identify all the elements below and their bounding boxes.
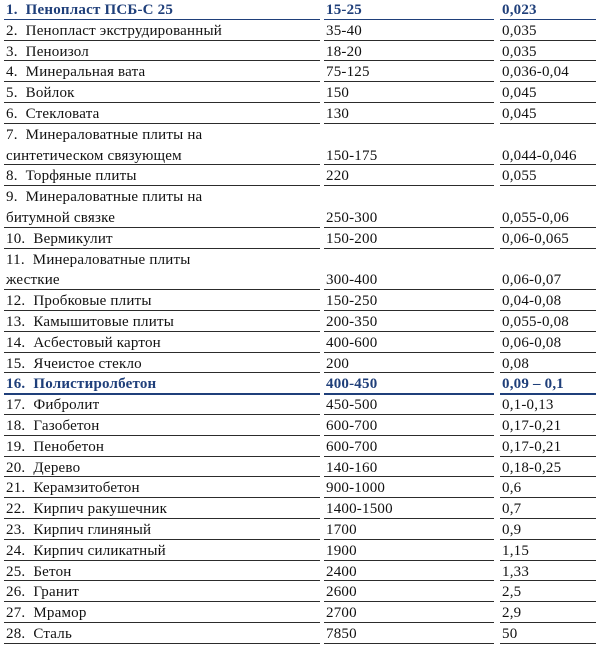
density-value: 1700 (326, 522, 357, 538)
density-value: 2600 (326, 584, 357, 601)
row-divider (4, 497, 320, 498)
row-divider (4, 601, 320, 602)
row-divider (324, 81, 494, 82)
density-value: 140-160 (326, 459, 378, 476)
row-number: 4. (6, 64, 18, 81)
row-divider (500, 331, 596, 332)
row-number: 17. (6, 397, 26, 414)
material-name (6, 438, 104, 456)
material-name-line1: Мрамор (33, 605, 87, 622)
row-divider (500, 497, 596, 498)
table-row (0, 166, 600, 187)
conductivity-value: 0,045 (502, 85, 537, 102)
row-divider (500, 560, 596, 561)
row-divider (324, 476, 494, 477)
row-divider (4, 60, 320, 61)
conductivity-value: 0,1-0,13 (502, 397, 554, 414)
conductivity-value: 0,044-0,046 (502, 147, 577, 164)
material-name-line1: Кирпич силикатный (33, 542, 166, 559)
material-name-line1: Стекловата (25, 106, 100, 122)
row-divider (4, 560, 320, 561)
density-value: 900-1000 (326, 480, 386, 497)
table-row (0, 354, 600, 375)
row-divider (500, 185, 596, 186)
row-divider (500, 643, 596, 644)
row-number: 16. (6, 376, 26, 393)
row-divider (4, 372, 320, 373)
density-value: 2400 (326, 563, 357, 580)
table-row (0, 458, 600, 479)
table-row (0, 42, 600, 63)
conductivity-value: 0,17-0,21 (502, 438, 562, 455)
row-divider (324, 414, 494, 415)
conductivity-value: 0,055 (502, 168, 537, 185)
density-value: 2700 (326, 605, 357, 622)
density-value: 300-400 (326, 272, 378, 289)
row-number: 1. (6, 2, 18, 18)
material-name-line1: Газобетон (33, 418, 100, 434)
row-divider (324, 539, 494, 540)
row-divider (4, 456, 320, 457)
table-row (0, 229, 600, 250)
material-name (6, 292, 152, 310)
row-divider (4, 227, 320, 228)
row-number: 8. (6, 168, 18, 185)
row-divider (500, 601, 596, 602)
density-value: 150 (326, 85, 350, 102)
table-row (0, 250, 600, 292)
conductivity-value: 1,15 (502, 542, 530, 559)
row-divider (324, 622, 494, 623)
density-value: 200-350 (326, 314, 378, 330)
table-row (0, 83, 600, 104)
row-number: 28. (6, 626, 26, 642)
row-number: 21. (6, 480, 26, 497)
row-number: 5. (6, 85, 18, 102)
row-divider (500, 435, 596, 436)
density-value: 7850 (326, 626, 357, 642)
material-name (6, 63, 145, 81)
material-name-line1: Кирпич ракушечник (33, 501, 168, 518)
row-number: 7. (6, 126, 18, 143)
row-divider (500, 310, 596, 311)
table-row (0, 582, 600, 603)
density-value: 400-450 (326, 376, 378, 393)
row-divider (324, 518, 494, 519)
row-divider (324, 289, 494, 290)
material-name-line1: Керамзитобетон (33, 480, 140, 497)
row-divider (324, 560, 494, 561)
row-divider (324, 352, 494, 353)
material-name-line1: Фибролит (33, 397, 100, 414)
conductivity-value: 0,06-0,07 (502, 272, 562, 289)
density-value: 130 (326, 106, 350, 122)
row-divider (4, 40, 320, 41)
density-value: 600-700 (326, 438, 378, 455)
row-divider (4, 352, 320, 353)
density-value: 250-300 (326, 209, 378, 226)
row-divider (500, 539, 596, 540)
material-name-line1: Камышитовые плиты (33, 314, 174, 330)
material-name-line1: Минеральная вата (25, 64, 146, 81)
row-divider (324, 372, 494, 373)
density-value: 150-250 (326, 293, 378, 310)
conductivity-value: 0,055-0,06 (502, 209, 569, 226)
row-divider (4, 289, 320, 290)
row-divider (4, 643, 320, 644)
conductivity-value: 0,023 (502, 2, 537, 18)
row-divider (500, 81, 596, 82)
material-name (6, 43, 89, 61)
row-divider (500, 414, 596, 415)
conductivity-value: 0,17-0,21 (502, 418, 562, 434)
conductivity-value: 0,045 (502, 106, 537, 122)
density-value: 1900 (326, 542, 357, 559)
material-name-line1: Минераловатные плиты на (25, 126, 203, 143)
row-number: 6. (6, 106, 18, 122)
row-divider (324, 601, 494, 602)
material-name (6, 126, 202, 144)
material-name-line1: Сталь (33, 626, 73, 642)
material-name-line1: Торфяные плиты (25, 168, 137, 185)
density-value: 200 (326, 355, 350, 372)
row-divider (500, 518, 596, 519)
row-divider (500, 227, 596, 228)
material-name (6, 604, 87, 622)
row-divider (4, 622, 320, 623)
row-divider (324, 40, 494, 41)
material-name (6, 563, 72, 581)
table-row (0, 395, 600, 416)
row-divider (4, 81, 320, 82)
material-name-line1: Войлок (25, 85, 75, 102)
conductivity-value: 0,18-0,25 (502, 459, 562, 476)
material-name-line1: Асбестовый картон (33, 334, 161, 351)
row-number: 24. (6, 542, 26, 559)
material-name (6, 542, 166, 560)
conductivity-value: 50 (502, 626, 518, 642)
material-name-line2: битумной связке (6, 209, 116, 226)
row-divider (324, 227, 494, 228)
row-number: 10. (6, 230, 26, 247)
row-divider (500, 372, 596, 373)
row-divider (324, 185, 494, 186)
row-divider (4, 331, 320, 332)
row-divider (324, 164, 494, 165)
row-divider (500, 352, 596, 353)
material-name-line1: Гранит (33, 584, 80, 601)
table-row (0, 62, 600, 83)
conductivity-value: 0,08 (502, 355, 530, 372)
density-value: 220 (326, 168, 350, 185)
row-divider (324, 456, 494, 457)
material-name (6, 188, 202, 206)
row-number: 26. (6, 584, 26, 601)
material-name (6, 84, 75, 102)
row-divider (324, 123, 494, 124)
row-divider (500, 102, 596, 103)
material-name-line1: Пенопласт экструдированный (25, 22, 222, 39)
table-row (0, 187, 600, 229)
row-divider (500, 456, 596, 457)
row-number: 27. (6, 605, 26, 622)
conductivity-value: 0,036-0,04 (502, 64, 569, 81)
row-divider (4, 476, 320, 477)
material-name (6, 396, 99, 414)
row-number: 13. (6, 314, 26, 330)
material-name (6, 521, 151, 539)
table-row (0, 0, 600, 21)
material-name (6, 334, 161, 352)
material-name (6, 230, 113, 248)
density-value: 400-600 (326, 334, 378, 351)
material-name (6, 479, 140, 497)
row-divider (4, 435, 320, 436)
table-row (0, 624, 600, 645)
material-name (6, 1, 173, 19)
material-name-line1: Минераловатные плиты (32, 251, 191, 268)
row-divider (324, 643, 494, 644)
table-row (0, 21, 600, 42)
density-value: 15-25 (326, 2, 362, 18)
row-divider (500, 580, 596, 581)
conductivity-value: 0,055-0,08 (502, 314, 569, 330)
density-value: 600-700 (326, 418, 378, 434)
density-value: 450-500 (326, 397, 378, 414)
row-number: 19. (6, 438, 26, 455)
row-divider (500, 622, 596, 623)
table-row (0, 333, 600, 354)
row-divider (500, 123, 596, 124)
density-value: 150-200 (326, 230, 378, 247)
material-name-line1: Ячеистое стекло (33, 355, 142, 372)
table-row (0, 374, 600, 395)
material-name-line1: Вермикулит (33, 230, 113, 247)
row-divider (324, 580, 494, 581)
row-divider (324, 331, 494, 332)
row-divider (4, 414, 320, 415)
row-number: 25. (6, 563, 26, 580)
table-row (0, 499, 600, 520)
table-row (0, 541, 600, 562)
conductivity-value: 2,9 (502, 605, 522, 622)
row-divider (4, 539, 320, 540)
table-row (0, 562, 600, 583)
material-name-line1: Бетон (33, 563, 72, 580)
row-divider (500, 164, 596, 165)
row-number: 22. (6, 501, 26, 518)
row-divider (4, 310, 320, 311)
row-divider (4, 580, 320, 581)
row-divider (4, 185, 320, 186)
row-number: 2. (6, 22, 18, 39)
row-divider (324, 435, 494, 436)
material-name (6, 355, 142, 373)
row-divider (4, 248, 320, 249)
table-row (0, 437, 600, 458)
density-value: 35-40 (326, 22, 362, 39)
row-divider (500, 476, 596, 477)
density-value: 150-175 (326, 147, 378, 164)
material-name (6, 625, 72, 643)
density-value: 75-125 (326, 64, 370, 81)
row-divider (324, 497, 494, 498)
row-divider (500, 289, 596, 290)
row-divider (324, 60, 494, 61)
row-divider (4, 123, 320, 124)
row-number: 11. (6, 251, 25, 268)
row-divider (324, 248, 494, 249)
row-number: 18. (6, 418, 26, 434)
table-row (0, 416, 600, 437)
table-row (0, 291, 600, 312)
conductivity-value: 0,06-0,08 (502, 334, 562, 351)
table-row (0, 520, 600, 541)
conductivity-value: 0,04-0,08 (502, 293, 562, 310)
material-name-line2: жесткие (6, 272, 60, 289)
table-row (0, 603, 600, 624)
conductivity-value: 0,035 (502, 22, 537, 39)
material-name (6, 375, 156, 393)
conductivity-value: 2,5 (502, 584, 522, 601)
row-divider (324, 102, 494, 103)
material-name (6, 22, 222, 40)
row-divider (500, 248, 596, 249)
row-number: 20. (6, 459, 26, 476)
material-name (6, 459, 80, 477)
row-number: 9. (6, 189, 18, 206)
row-divider (500, 40, 596, 41)
conductivity-value: 0,09 – 0,1 (502, 376, 564, 393)
row-divider (4, 164, 320, 165)
conductivity-value: 0,9 (502, 522, 522, 538)
material-name (6, 313, 174, 331)
table-row (0, 478, 600, 499)
row-number: 15. (6, 355, 26, 372)
material-name (6, 500, 167, 518)
table-row (0, 312, 600, 333)
table-row (0, 125, 600, 167)
density-value: 18-20 (326, 43, 362, 60)
row-number: 12. (6, 293, 26, 310)
row-divider (324, 310, 494, 311)
material-name (6, 583, 79, 601)
conductivity-value: 0,06-0,065 (502, 230, 569, 247)
conductivity-value: 1,33 (502, 563, 530, 580)
row-number: 3. (6, 43, 18, 60)
material-name-line2: синтетическом связующем (6, 147, 182, 164)
row-number: 14. (6, 334, 26, 351)
conductivity-value: 0,7 (502, 501, 522, 518)
conductivity-value: 0,6 (502, 480, 522, 497)
material-name-line1: Полистиролбетон (33, 376, 157, 393)
density-value: 1400-1500 (326, 501, 393, 518)
row-number: 23. (6, 522, 26, 538)
material-name (6, 417, 99, 435)
row-divider (4, 518, 320, 519)
row-divider (500, 60, 596, 61)
material-name (6, 105, 100, 123)
row-divider (4, 102, 320, 103)
material-name-line1: Кирпич глиняный (33, 522, 152, 538)
material-name-line1: Дерево (33, 459, 81, 476)
table-row (0, 104, 600, 125)
conductivity-value: 0,035 (502, 43, 537, 60)
material-name-line1: Пробковые плиты (33, 293, 152, 310)
material-name (6, 251, 191, 269)
material-name-line1: Пеноизол (25, 43, 89, 60)
material-name-line1: Пенопласт ПСБ-С 25 (25, 2, 174, 18)
material-name-line1: Пенобетон (33, 438, 105, 455)
material-name-line1: Минераловатные плиты на (25, 189, 203, 206)
material-name (6, 167, 137, 185)
